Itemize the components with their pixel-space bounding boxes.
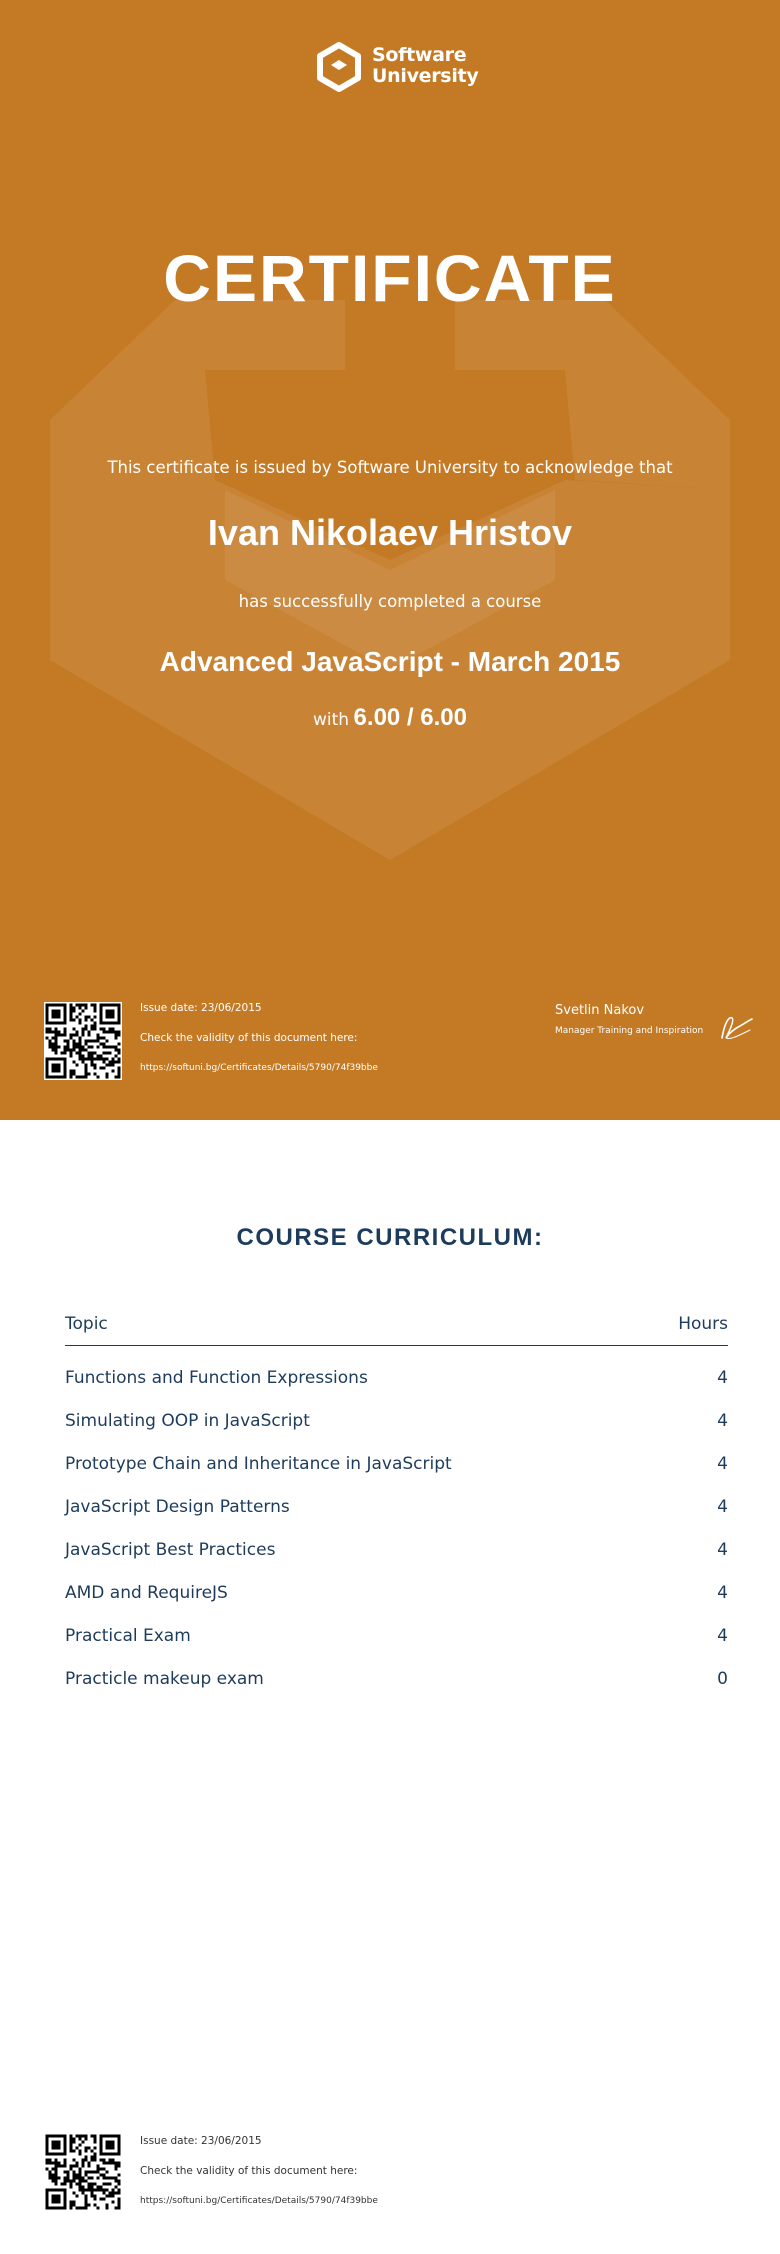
validity-url-link[interactable]: https://softuni.bg/Certificates/Details/5790/74f39bbe — [140, 2196, 378, 2206]
table-row — [65, 1669, 728, 1712]
curriculum-title: COURSE CURRICULUM: — [236, 1224, 544, 1251]
course-name: Advanced JavaScript - March 2015 — [159, 646, 621, 677]
table-row — [65, 1454, 728, 1497]
validity-url-link[interactable]: https://softuni.bg/Certificates/Details/5790/74f39bbe — [140, 1063, 378, 1073]
grade-prefix: with — [313, 710, 350, 730]
logo-line-1: Software — [372, 44, 467, 66]
issue-date: Issue date: 23/06/2015 — [140, 1002, 262, 1014]
row-topic: Practical Exam — [65, 1626, 191, 1646]
validity-text: Check the validity of this document here: — [140, 2165, 358, 2177]
certificate-title: CERTIFICATE — [163, 241, 617, 315]
row-hours: 4 — [717, 1411, 728, 1431]
completion-text: has successfully completed a course — [238, 592, 542, 611]
row-topic: JavaScript Design Patterns — [65, 1497, 290, 1517]
softuni-logo-icon — [314, 42, 364, 92]
header-topic: Topic — [65, 1314, 108, 1334]
grade-value: 6.00 / 6.00 — [353, 704, 467, 731]
table-row — [65, 1540, 728, 1583]
issue-date: Issue date: 23/06/2015 — [140, 2135, 262, 2147]
row-topic: Simulating OOP in JavaScript — [65, 1411, 310, 1431]
signer-role: Manager Training and Inspiration — [555, 1026, 704, 1036]
curriculum-table — [65, 1314, 728, 1712]
row-topic: Prototype Chain and Inheritance in JavaScript — [65, 1454, 452, 1474]
row-hours: 4 — [717, 1583, 728, 1603]
recipient-name: Ivan Nikolaev Hristov — [207, 512, 573, 553]
row-topic: Practicle makeup exam — [65, 1669, 264, 1689]
qr-code-icon[interactable] — [44, 1002, 122, 1080]
table-header — [65, 1314, 728, 1346]
row-hours: 0 — [717, 1669, 728, 1689]
row-hours: 4 — [717, 1497, 728, 1517]
validity-text: Check the validity of this document here: — [140, 1032, 358, 1044]
table-body — [65, 1368, 728, 1712]
qr-code-icon[interactable] — [44, 2133, 122, 2211]
table-row — [65, 1583, 728, 1626]
row-hours: 4 — [717, 1626, 728, 1646]
row-topic: Functions and Function Expressions — [65, 1368, 368, 1388]
row-topic: AMD and RequireJS — [65, 1583, 228, 1603]
logo-text — [372, 45, 478, 87]
softuni-watermark-icon — [0, 260, 780, 900]
header-hours: Hours — [678, 1314, 728, 1334]
logo-line-2: University — [372, 65, 479, 87]
row-hours: 4 — [717, 1540, 728, 1560]
row-hours: 4 — [717, 1454, 728, 1474]
row-topic: JavaScript Best Practices — [65, 1540, 276, 1560]
certificate-intro: This certificate is issued by Software University to acknowledge that — [107, 458, 673, 477]
row-hours: 4 — [717, 1368, 728, 1388]
signer-block — [555, 1003, 703, 1036]
certificate-panel — [0, 0, 780, 1120]
softuni-logo[interactable] — [314, 42, 479, 92]
grade-line — [0, 704, 780, 732]
table-row — [65, 1368, 728, 1411]
signer-name: Svetlin Nakov — [555, 1003, 645, 1018]
table-row — [65, 1497, 728, 1540]
table-row — [65, 1626, 728, 1669]
table-row — [65, 1411, 728, 1454]
signature-icon — [716, 1004, 756, 1044]
